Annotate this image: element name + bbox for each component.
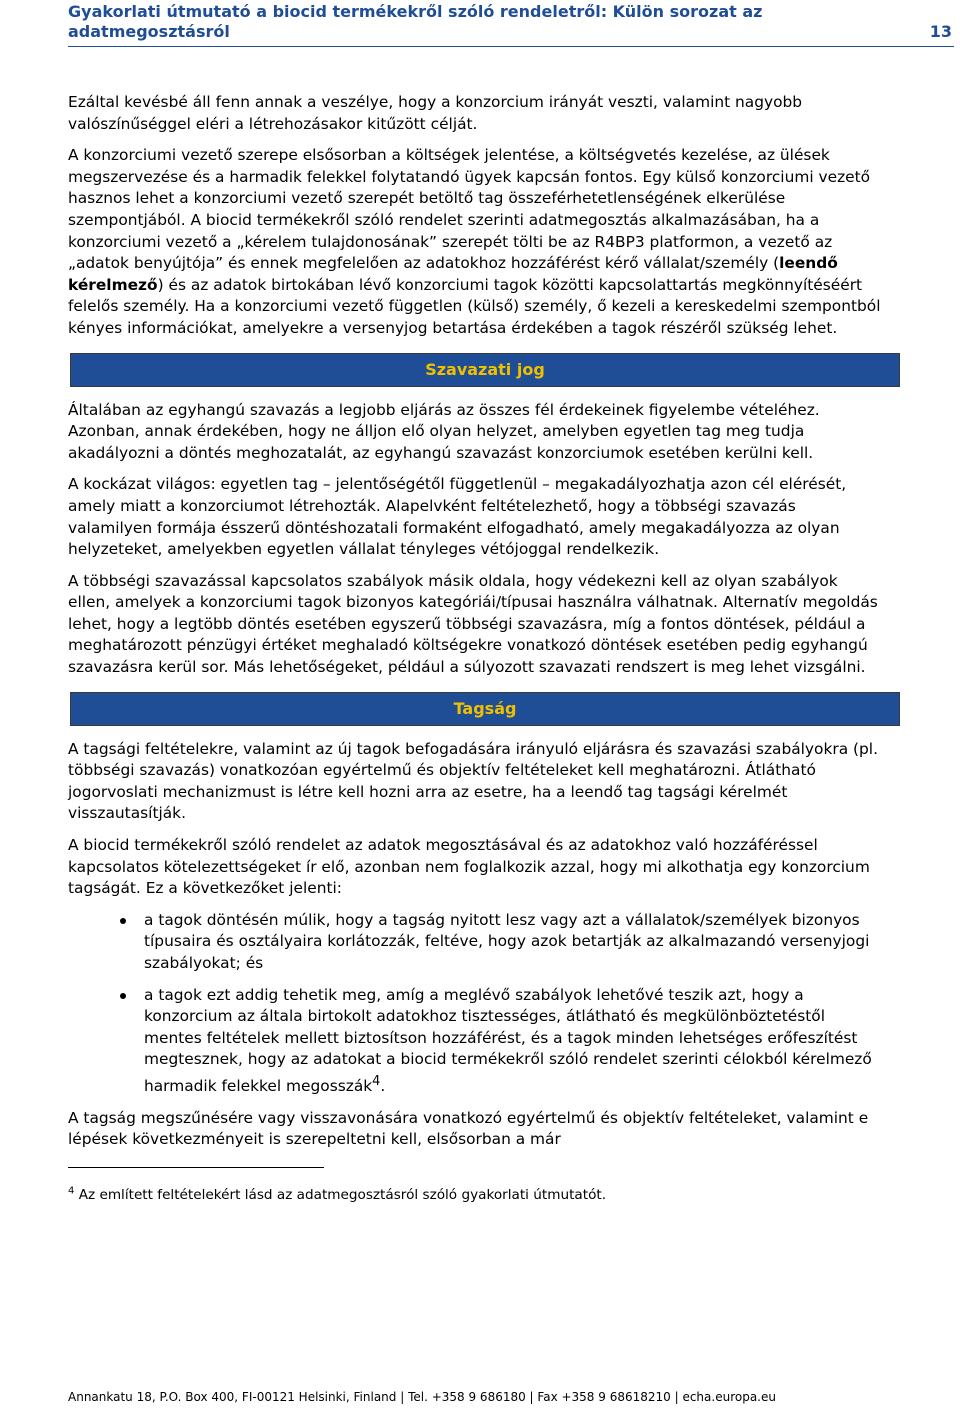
bullet-icon: [120, 993, 126, 999]
list-item: a tagok ezt addig tehetik meg, amíg a meglévő szabályok lehetővé teszik azt, hogy a konzorcium az általa birtokolt adatokhoz tisztességes, átlátható és megkülönböztetéstől mentes feltételek mellett biztosítson hozzáférést, és a tagok minden lehetséges erőfeszítést megtesznek, hogy az adatokat a biocid termékekről szóló rendelet szerinti célokból kérelmező harmadik felekkel megosszák$^4$.: [68, 985, 884, 1098]
voting-paragraph-3: A többségi szavazással kapcsolatos szabályok másik oldala, hogy védekezni kell az olyan szabályok ellen, amelyek a konzorciumi tagok bizonyos kategóriái/típusai használra válhatnak. Alternatív megoldás lehet, hogy a legtöbb döntés esetében egyszerű többségi szavazásra, míg a fontos döntések, például a meghatározott pénzügyi értéket meghaladó költségekre vonatkozó döntések esetében pedig egyhangú szavazásra kerül sor. Más lehetőségeket, például a súlyozott szavazati rendszert is meg lehet vizsgálni.: [68, 571, 878, 677]
section-heading-membership: [70, 692, 900, 726]
intro-paragraph-2: A konzorciumi vezető szerepe elsősorban a költségek jelentése, a költségvetés kezelése, az ülések megszervezése és a harmadik felekkel folytatandó ügyek kapcsán fontos. Egy külső konzorciumi vezető hasznos lehet a konzorciumi vezető szerepét betöltő tag összeférhetetlenségének elkerülése szempontjából. A biocid termékekről szóló rendelet szerinti adatmegosztás alkalmazásában, ha a konzorciumi vezető a „kérelem tulajdonosának” szerepét tölti be az R4BP3 platformon, a vezető az „adatok benyújtója” és ennek megfelelően az adatokhoz hozzáférést kérő vállalat/személy (leendő kérelmező) és az adatok birtokában lévő konzorciumi tagok közötti kapcsolattartás megkönnyítéséért felelős személy. Ha a konzorciumi vezető független (külső) személy, ő kezeli a kereskedelmi szempontból kényes információkat, amelyekre a versenyjog betartása érdekében a tagok részéről szükség lehet.: [68, 146, 881, 337]
section-title: Tagság: [453, 699, 517, 719]
section-title: Szavazati jog: [425, 360, 545, 380]
footnote-text: Az említett feltételekért lásd az adatmegosztásról szóló gyakorlati útmutatót.: [74, 1186, 607, 1203]
voting-paragraph-1: Általában az egyhangú szavazás a legjobb eljárás az összes fél érdekeinek figyelembe vételéhez. Azonban, annak érdekében, hogy ne álljon elő olyan helyzet, amelyben egyetlen tag meg tudja akadályozni a döntés meghozatalát, az egyhangú szavazást konzorciumok esetében kerülni kell.: [68, 400, 820, 462]
document-title: Gyakorlati útmutató a biocid termékekről szóló rendeletről: Külön sorozat az adatmegosztásról: [68, 2, 763, 41]
membership-paragraph-1: A tagsági feltételekre, valamint az új tagok befogadására irányuló eljárásra és szavazási szabályokra (pl. többségi szavazás) vonatkozóan egyértelmű és objektív feltételeket kell meghatározni. Átlátható jogorvoslati mechanizmust is létre kell hozni arra az esetre, ha a leendő tag tagsági kérelmét visszautasítják.: [68, 739, 878, 823]
footnote: [68, 1186, 884, 1204]
voting-paragraph-2: A kockázat világos: egyetlen tag – jelentőségétől függetlenül – megakadályozhatja azon cél elérését, amely miatt a konzorciumot létrehozták. Alapelvként feltételezhető, hogy a többségi szavazás valamilyen formája ésszerű döntéshozatali formaként elfogadható, amely megakadályozza az olyan helyzeteket, amelyekben egyetlen vállalat tényleges vétójoggal rendelkezik.: [68, 475, 847, 559]
footnote-ref: 4: [372, 1073, 381, 1089]
footnote-number: 4: [68, 1185, 75, 1197]
bullet-icon: [120, 918, 126, 924]
page-body: [68, 92, 884, 1204]
footnote-divider: [68, 1167, 324, 1168]
bold-term: leendő kérelmező: [68, 254, 838, 294]
membership-paragraph-2: A biocid termékekről szóló rendelet az adatok megosztásával és az adatokhoz való hozzáféréssel kapcsolatos kötelezettségeket ír elő, azonban nem foglalkozik azzal, hogy mi alkothatja egy konzorcium tagságát. Ez a következőket jelenti:: [68, 836, 870, 898]
page-footer: Annankatu 18, P.O. Box 400, FI-00121 Helsinki, Finland | Tel. +358 9 686180 | Fax +358 9 68618210 | echa.europa.eu: [68, 1390, 776, 1404]
intro-paragraph-1: Ezáltal kevésbé áll fenn annak a veszélye, hogy a konzorcium irányát veszti, valamint nagyobb valószínűséggel eléri a létrehozásakor kitűzött célját.: [68, 93, 803, 133]
section-heading-voting: [70, 353, 900, 387]
page-number: 13: [929, 22, 952, 41]
page-header: [68, 2, 954, 47]
list-item: a tagok döntésén múlik, hogy a tagság nyitott lesz vagy azt a vállalatok/személyek bizonyos típusaira és osztályaira korlátozzák, feltéve, hogy azok betartják az alkalmazandó versenyjogi szabályokat; és: [68, 910, 884, 975]
membership-bullet-list: [68, 910, 884, 1098]
membership-paragraph-3: A tagság megszűnésére vagy visszavonására vonatkozó egyértelmű és objektív feltételeket, valamint e lépések következményeit is szerepeltetni kell, elsősorban a már: [68, 1108, 869, 1149]
